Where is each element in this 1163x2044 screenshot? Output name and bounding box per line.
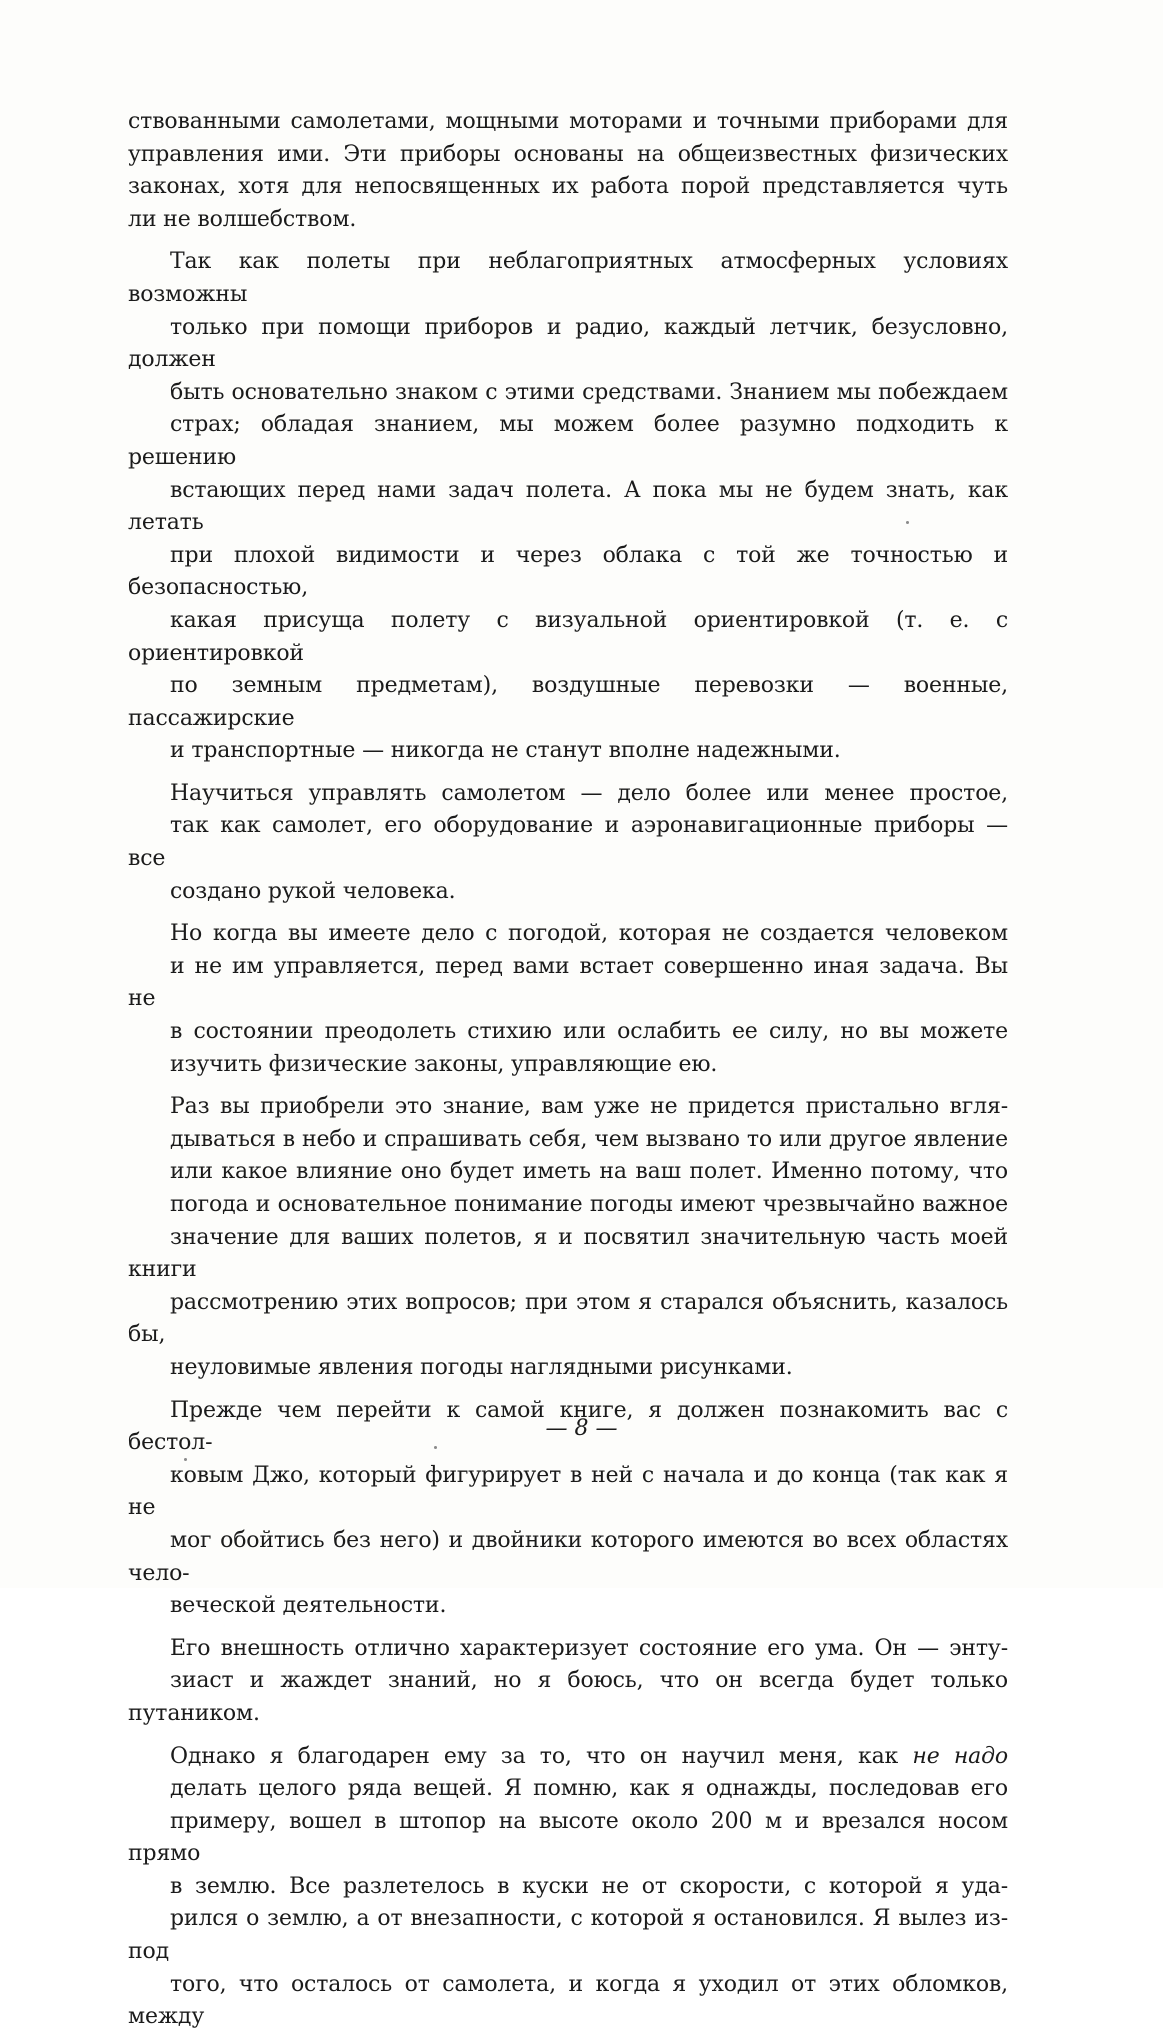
text-line: в состоянии преодолеть стихию или ослабить ее силу, но вы можете xyxy=(170,1019,1008,1045)
text-line: ли не волшебством. xyxy=(128,206,357,232)
text-line: так как самолет, его оборудование и аэронавигационные приборы — все xyxy=(128,813,1008,872)
body-text xyxy=(128,106,1008,2044)
text-line: того, что осталось от самолета, и когда я уходил от этих обломков, между xyxy=(128,1971,1008,2030)
text-line: неуловимые явления погоды наглядными рисунками. xyxy=(170,1354,793,1380)
text-line: погода и основательное понимание погоды имеют чрезвычайно важное xyxy=(170,1192,1008,1217)
paragraph-8 xyxy=(128,1741,1008,2034)
text-line: только при помощи приборов и радио, каждый летчик, безусловно, должен xyxy=(128,314,1008,373)
text-line: веческой деятельности. xyxy=(170,1593,447,1619)
text-line: ствованными самолетами, мощными моторами и точными приборами для xyxy=(128,109,1008,134)
text-line: и не им управляется, перед вами встает совершенно иная задача. Вы не xyxy=(128,953,1008,1012)
text-line: дываться в небо и спрашивать себя, чем вызвано то или другое явление xyxy=(170,1126,1008,1152)
text-line: рился о землю, а от внезапности, с которой я остановился. Я вылез из-под xyxy=(128,1906,1008,1965)
emphasis-text: не надо xyxy=(912,1743,1009,1769)
paragraph-2 xyxy=(128,246,1008,768)
text-line: быть основательно знаком с этими средствами. Знанием мы побеждаем xyxy=(170,379,1008,405)
print-speck xyxy=(184,1458,187,1461)
text-line: какая присуща полету с визуальной ориентировкой (т. е. с ориентировкой xyxy=(128,607,1008,666)
text-line: Но когда вы имеете дело с погодой, которая не создается человеком xyxy=(170,921,1008,947)
paragraph-5 xyxy=(128,1091,1008,1384)
text-line: создано рукой человека. xyxy=(170,878,456,904)
print-speck xyxy=(434,1446,437,1449)
text-line: в землю. Все разлетелось в куски не от скорости, с которой я уда- xyxy=(170,1873,1008,1899)
text-line: законах, хотя для непосвященных их работа порой представляется чуть xyxy=(128,174,1008,200)
text-line: изучить физические законы, управляющие ею. xyxy=(170,1051,718,1077)
text-line: ковым Джо, который фигурирует в ней с начала и до конца (так как я не xyxy=(128,1462,1008,1521)
print-speck xyxy=(906,521,909,524)
text-line: Так как полеты при неблагоприятных атмосферных условиях возможны xyxy=(128,249,1008,307)
text-line: мог обойтись без него) и двойники которого имеются во всех областях чело- xyxy=(128,1527,1008,1586)
text-line: делать целого ряда вещей. Я помню, как я однажды, последовав его xyxy=(170,1776,1008,1802)
paragraph-1 xyxy=(128,106,1008,236)
text-line: зиаст и жаждет знаний, но я боюсь, что он всегда будет только путаником. xyxy=(128,1668,1008,1726)
paragraph-7 xyxy=(128,1633,1008,1731)
text-line: значение для ваших полетов, я и посвятил значительную часть моей книги xyxy=(128,1224,1008,1283)
text-line: и транспортные — никогда не станут вполне надежными. xyxy=(170,738,841,764)
text-line: Прежде чем перейти к самой книге, я должен познакомить вас с бестол- xyxy=(128,1397,1008,1456)
page-number: — 8 — xyxy=(545,1416,618,1441)
text-line: примеру, вошел в штопор на высоте около 200 м и врезался носом прямо xyxy=(128,1808,1008,1867)
text-line: Научиться управлять самолетом — дело более или менее простое, xyxy=(170,780,1008,806)
text-line: Раз вы приобрели это знание, вам уже не придется пристально вгля- xyxy=(170,1094,1008,1120)
text-line: при плохой видимости и через облака с той же точностью и безопасностью, xyxy=(128,542,1008,601)
text-line xyxy=(128,1741,1008,1774)
text-line: Его внешность отлично характеризует состояние его ума. Он — энту- xyxy=(170,1635,1008,1661)
text-line: рассмотрению этих вопросов; при этом я старался объяснить, казалось бы, xyxy=(128,1289,1008,1348)
text-line: управления ими. Эти приборы основаны на общеизвестных физических xyxy=(128,141,1008,167)
text-line: встающих перед нами задач полета. А пока мы не будем знать, как летать xyxy=(128,477,1008,536)
text-line: или какое влияние оно будет иметь на ваш полет. Именно потому, что xyxy=(170,1159,1008,1185)
text-line: по земным предметам), воздушные перевозки — военные, пассажирские xyxy=(128,673,1008,731)
text-run: Однако я благодарен ему за то, что он научил меня, как xyxy=(170,1743,913,1769)
paragraph-3 xyxy=(128,778,1008,908)
paragraph-4 xyxy=(128,918,1008,1081)
text-line: страх; обладая знанием, мы можем более разумно подходить к решению xyxy=(128,412,1008,470)
